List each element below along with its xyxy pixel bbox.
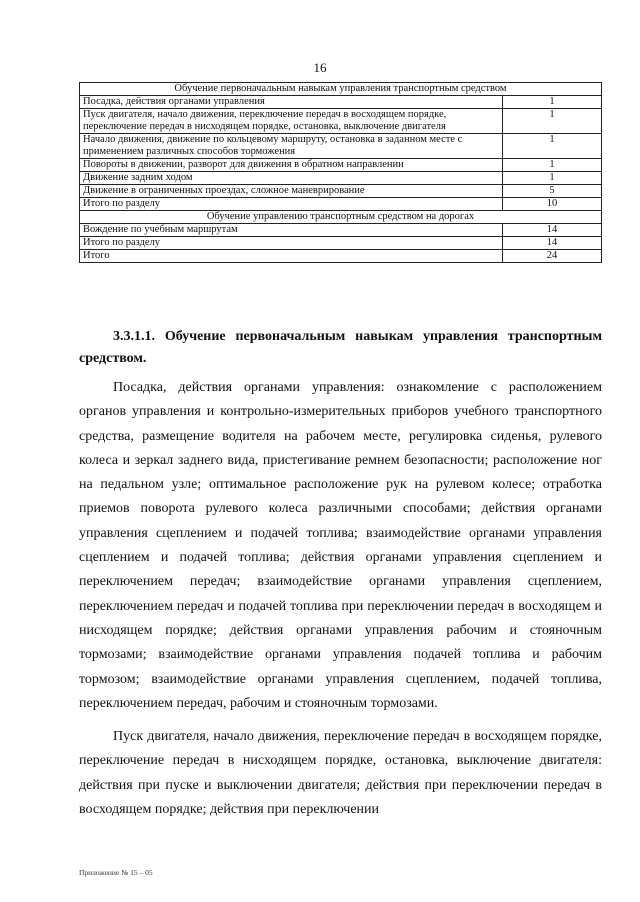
table-row (80, 224, 602, 237)
row-hours: 10 (503, 198, 602, 211)
total-hours: 24 (503, 250, 602, 263)
row-label: Итого по разделу (80, 198, 503, 211)
row-label: Посадка, действия органами управления (80, 96, 503, 109)
section-title: Обучение первоначальным навыкам управления транспортным средством (80, 83, 602, 96)
body-paragraph: Посадка, действия органами управления: ознакомление с расположением органов управления и контрольно-измерительных приборов учебного транспортного средства, размещение водителя на рабочем месте, регулировка сиденья, рулевого колеса и зеркал заднего вида, пристегивание ремнем безопасности; расположение ног на педальном узле; оптимальное расположение рук на рулевом колесе; отработка приемов поворота рулевого колеса различными способами; действия органами управления сцеплением и подачей топлива; взаимодействие органами управления сцеплением и подачей топлива; действия органами управления сцеплением и переключением передач; взаимодействие органами управления сцеплением, переключением передач и подачей топлива при переключении передач в восходящем и нисходящем порядке; действия органами управления рабочим и стояночным тормозами; взаимодействие органами управления подачей топлива и рабочим тормозом; взаимодействие органами управления сцеплением, подачей топлива, переключением передач, рабочим и стояночным тормозами. (79, 380, 602, 711)
row-label: Вождение по учебным маршрутам (80, 224, 503, 237)
footer-note: Приложение № 15 – 05 (79, 868, 153, 877)
row-hours: 1 (503, 159, 602, 172)
row-label: Движение в ограниченных проездах, сложное маневрирование (80, 185, 503, 198)
row-hours: 5 (503, 185, 602, 198)
page-number: 16 (313, 60, 327, 75)
section-title: Обучение управлению транспортным средством на дорогах (80, 211, 602, 224)
training-plan-table (79, 82, 602, 263)
row-label: Итого по разделу (80, 237, 503, 250)
row-hours: 1 (503, 134, 602, 159)
table-row (80, 134, 602, 159)
table-row-total (80, 250, 602, 263)
row-hours: 1 (503, 172, 602, 185)
row-label: Пуск двигателя, начало движения, переключение передач в восходящем порядке, переключение передач в нисходящем порядке, остановка, выключение двигателя (80, 109, 503, 134)
row-hours: 14 (503, 237, 602, 250)
row-label: Повороты в движении, разворот для движения в обратном направлении (80, 159, 503, 172)
table-row (80, 185, 602, 198)
table-row (80, 172, 602, 185)
body-paragraph: Пуск двигателя, начало движения, переключение передач в восходящем порядке, переключение передач в нисходящем порядке, остановка, выключение двигателя: действия при пуске и выключении двигателя; действия при переключении передач в восходящем порядке; действия при переключении (79, 729, 602, 817)
row-label: Начало движения, движение по кольцевому маршруту, остановка в заданном месте с применением различных способов торможения (80, 134, 503, 159)
section-heading: 3.3.1.1. Обучение первоначальным навыкам управления транспортным средством. (79, 329, 602, 366)
table-row (80, 109, 602, 134)
row-hours: 1 (503, 109, 602, 134)
table-section-header (80, 83, 602, 96)
table-row (80, 96, 602, 109)
table-section-header (80, 211, 602, 224)
table-row (80, 159, 602, 172)
table-row (80, 237, 602, 250)
row-hours: 1 (503, 96, 602, 109)
total-label: Итого (80, 250, 503, 263)
table-row (80, 198, 602, 211)
row-hours: 14 (503, 224, 602, 237)
row-label: Движение задним ходом (80, 172, 503, 185)
